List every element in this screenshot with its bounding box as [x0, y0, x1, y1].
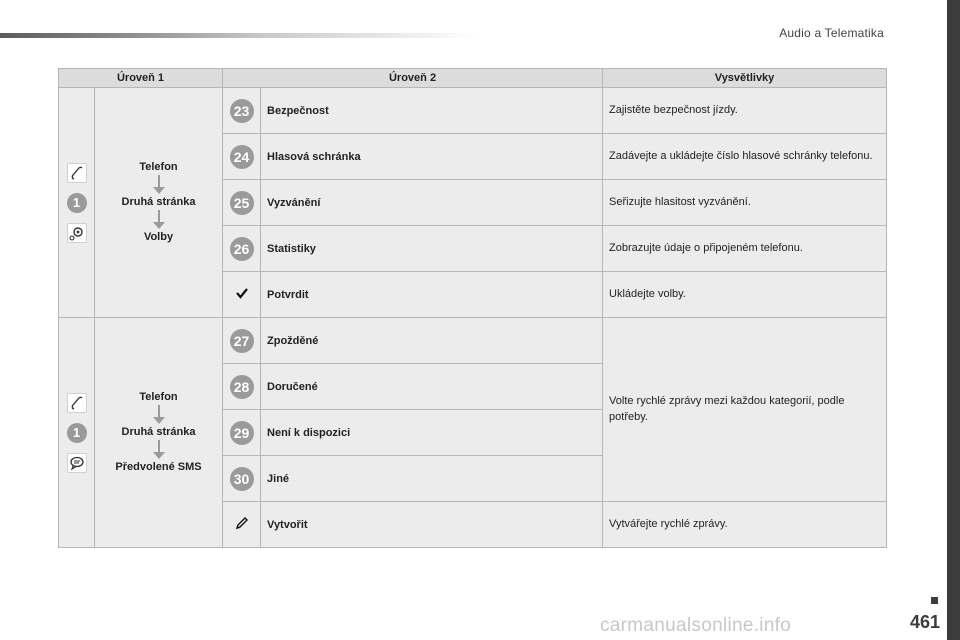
item-name: Vytvořit: [261, 502, 603, 548]
watermark-text: carmanualsonline.info: [600, 615, 792, 636]
arrow-down-icon: [152, 175, 166, 195]
row-badge-cell: [223, 318, 261, 364]
group1-path: [95, 88, 223, 318]
pencil-icon: [234, 522, 250, 534]
col-header-level1: Úroveň 1: [59, 69, 223, 88]
item-desc: Zobrazujte údaje o připojeném telefonu.: [603, 226, 887, 272]
item-name: Zpožděné: [261, 318, 603, 364]
check-icon: [235, 291, 249, 303]
item-badge: 29: [230, 421, 254, 445]
path-step: Telefon: [139, 390, 178, 403]
section-title: Audio a Telematika: [779, 26, 884, 40]
row-badge-cell: [223, 88, 261, 134]
phone-handset-icon: [67, 163, 87, 183]
page-marker: [931, 597, 938, 604]
item-badge: 26: [230, 237, 254, 261]
item-name: Jiné: [261, 456, 603, 502]
item-desc: Vytvářejte rychlé zprávy.: [603, 502, 887, 548]
arrow-down-icon: [152, 405, 166, 425]
menu-table: [58, 68, 887, 548]
level-badge: 1: [67, 193, 87, 213]
item-name: Potvrdit: [261, 272, 603, 318]
item-badge: 30: [230, 467, 254, 491]
level-badge: 1: [67, 423, 87, 443]
item-desc: Seřizujte hlasitost vyzvánění.: [603, 180, 887, 226]
shared-desc: Volte rychlé zprávy mezi každou kategorií, podle potřeby.: [603, 318, 887, 502]
item-badge: 24: [230, 145, 254, 169]
row-badge-cell: [223, 134, 261, 180]
path-step: Telefon: [139, 160, 178, 173]
row-badge-cell: [223, 456, 261, 502]
item-name: Není k dispozici: [261, 410, 603, 456]
table-header-row: [59, 69, 887, 88]
item-desc: Zajistěte bezpečnost jízdy.: [603, 88, 887, 134]
settings-gear-icon: [67, 223, 87, 243]
item-badge: 23: [230, 99, 254, 123]
path-step: Volby: [143, 231, 174, 244]
path-step: Předvolené SMS: [115, 461, 202, 474]
item-badge: 25: [230, 191, 254, 215]
item-name: Doručené: [261, 364, 603, 410]
item-desc: Ukládejte volby.: [603, 272, 887, 318]
row-badge-cell: [223, 180, 261, 226]
col-header-level2: Úroveň 2: [223, 69, 603, 88]
path-step: Druhá stránka: [121, 425, 196, 438]
row-badge-cell: [223, 272, 261, 318]
col-header-notes: Vysvětlivky: [603, 69, 887, 88]
item-name: Hlasová schránka: [261, 134, 603, 180]
group1-icons: [59, 88, 95, 318]
arrow-down-icon: [152, 210, 166, 230]
table-row: [59, 318, 887, 364]
sms-message-icon: [67, 453, 87, 473]
item-name: Bezpečnost: [261, 88, 603, 134]
group2-icons: [59, 318, 95, 548]
phone-handset-icon: [67, 393, 87, 413]
arrow-down-icon: [152, 440, 166, 460]
table-row: [59, 88, 887, 134]
item-desc: Zadávejte a ukládejte číslo hlasové schránky telefonu.: [603, 134, 887, 180]
path-step: Druhá stránka: [121, 195, 196, 208]
top-gradient-bar: [0, 33, 480, 38]
row-badge-cell: [223, 364, 261, 410]
row-badge-cell: [223, 410, 261, 456]
row-badge-cell: [223, 226, 261, 272]
item-badge: 28: [230, 375, 254, 399]
page-number: 461: [909, 612, 940, 632]
group2-path: [95, 318, 223, 548]
right-edge-bar: [947, 0, 960, 640]
item-name: Statistiky: [261, 226, 603, 272]
item-name: Vyzvánění: [261, 180, 603, 226]
item-badge: 27: [230, 329, 254, 353]
row-badge-cell: [223, 502, 261, 548]
